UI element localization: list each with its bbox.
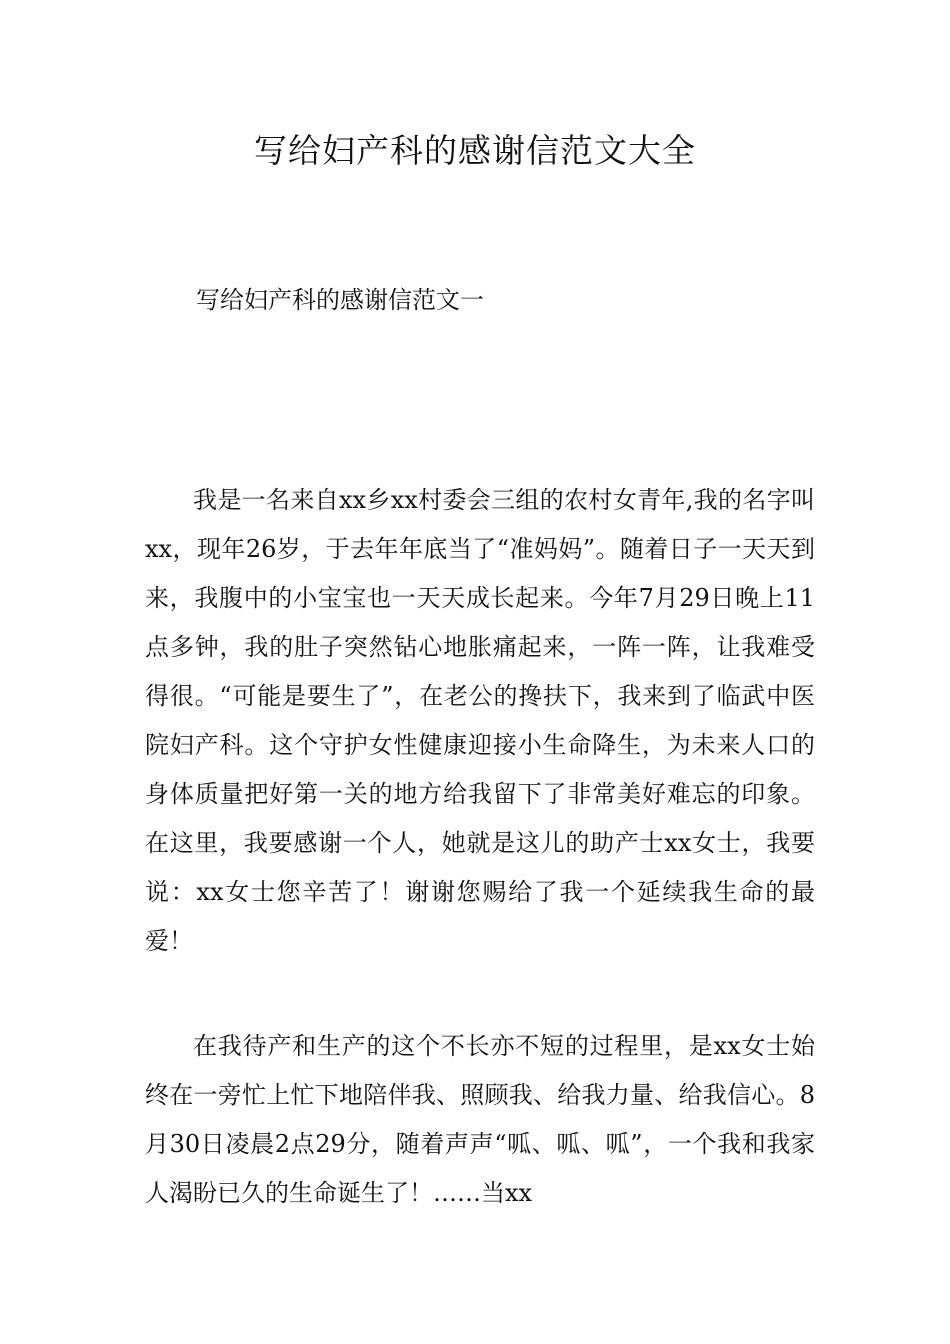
section-heading: 写给妇产科的感谢信范文一 bbox=[196, 286, 484, 314]
body-paragraph: 在我待产和生产的这个不长亦不短的过程里，是xx女士始终在一旁忙上忙下地陪伴我、照顾我、给我力量、给我信心。8月30日凌晨2点29分，随着声声“呱、呱、呱”，一个我和我家人渴盼已久的生命诞生了！……当xx bbox=[145, 1032, 815, 1207]
body-paragraph: 我是一名来自xx乡xx村委会三组的农村女青年,我的名字叫xx，现年26岁，于去年年底当了“准妈妈”。随着日子一天天到来，我腹中的小宝宝也一天天成长起来。今年7月29日晚上11点多钟，我的肚子突然钻心地胀痛起来，一阵一阵，让我难受得很。“可能是要生了”，在老公的搀扶下，我来到了临武中医院妇产科。这个守护女性健康迎接小生命降生，为未来人口的身体质量把好第一关的地方给我留下了非常美好难忘的印象。在这里，我要感谢一个人，她就是这儿的助产士xx女士，我要说：xx女士您辛苦了！谢谢您赐给了我一个延续我生命的最爱！ bbox=[145, 486, 815, 955]
document-title: 写给妇产科的感谢信范文大全 bbox=[254, 131, 696, 170]
